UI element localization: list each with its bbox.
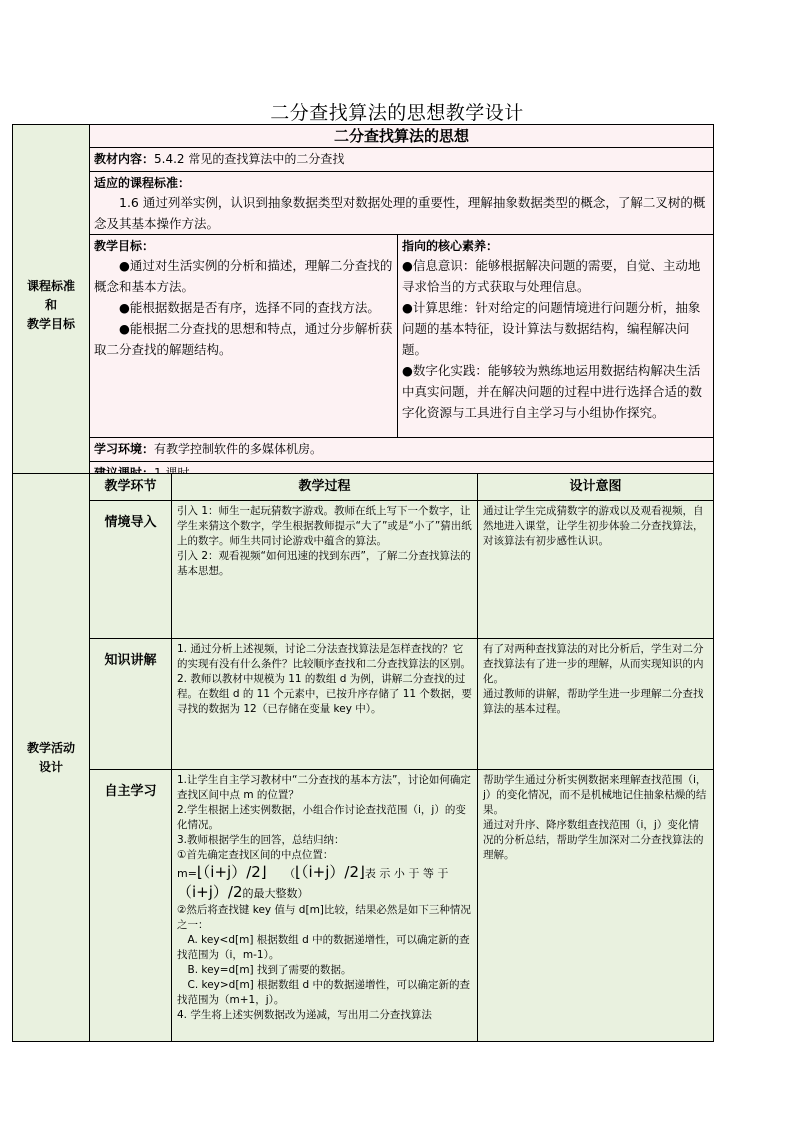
core-cell [398,235,714,438]
header-process: 教学过程 [172,474,478,501]
formula-paren: （ [284,867,296,880]
intent-paragraph: 通过教师的讲解，帮助学生进一步理解二分查找算法的基本过程。 [483,688,704,715]
process-paragraph: 4. 学生将上述实例数据改为递减，写出用二分查找算法 [177,1009,432,1021]
formula-means: 表 示 小 于 等 于 [364,867,449,880]
standard-row [90,172,714,235]
goals-cell [90,235,398,438]
material-row [90,148,714,172]
environment-label: 学习环境： [94,442,155,456]
stage-intent [478,770,714,1042]
header-stage: 教学环节 [90,474,172,501]
process-paragraph: ①首先确定查找区间的中点位置： [177,849,334,861]
document-title: 二分查找算法的思想教学设计 [270,102,524,124]
stage-name: 情境导入 [90,501,172,639]
process-paragraph: A. key<d[m] 根据数组 d 中的数据递增性，可以确定新的查找范围为（i，m-1）。 [177,934,470,961]
formula-floor2: ⌊（i+j）/2⌋ [295,863,365,881]
process-paragraph: ②然后将查找键 key 值与 d[m]比较，结果必然是如下三种情况之一： [177,904,471,931]
section1-label: 课程标准 和 教学目标 [13,125,90,486]
process-paragraph: 1.让学生自主学习教材中“二分查找的基本方法”，讨论如何确定查找区间中点 m 的位置？ [177,774,471,801]
core-item: ●数字化实践：能够较为熟练地运用数据结构解决生活中真实问题，并在解决问题的过程中进行选择合适的数字化资源与工具进行自主学习与小组协作探究。 [402,363,703,420]
material-value: 5.4.2 常见的查找算法中的二分查找 [154,152,345,166]
goal-item: ●通过对生活实例的分析和描述，理解二分查找的概念和基本方法。 [94,258,393,294]
stage-intent [478,501,714,639]
standard-label: 适应的课程标准： [94,176,191,190]
stage-name: 知识讲解 [90,639,172,770]
goal-item: ●能根据数据是否有序，选择不同的查找方法。 [119,300,380,315]
intent-paragraph: 通过对升序、降序数组查找范围（i，j）变化情况的分析总结，帮助学生加深对二分查找算法的理解。 [483,819,704,861]
intent-paragraph: 通过让学生完成猜数字的游戏以及观看视频，自然地进入课堂，让学生初步体验二分查找算法，对该算法有初步感性认识。 [483,505,704,547]
core-label: 指向的核心素养： [402,239,499,253]
process-paragraph: 2.学生根据上述实例数据，小组合作讨论查找范围（i，j）的变化情况。 [177,804,466,831]
stage-process [172,639,478,770]
standard-text: 1.6 通过列举实例，认识到抽象数据类型对数据处理的重要性，理解抽象数据类型的概念，了解二叉树的概念及其基本操作方法。 [94,195,706,231]
environment-row [90,438,714,462]
core-item: ●计算思维：针对给定的问题情境进行问题分析，抽象问题的基本特征，设计算法与数据结构，编程解决问题。 [402,300,701,357]
process-paragraph: 2. 教师以教材中规模为 11 的数组 d 为例，讲解二分查找的过程。在数组 d 的 11 个元素中，已按升序存储了 11 个数据，要寻找的数据为 12（已存储在变量 key 中）。 [177,673,472,715]
goal-item: ●能根据二分查找的思想和特点，通过分步解析获取二分查找的解题结构。 [94,321,393,357]
intent-paragraph: 有了对两种查找算法的对比分析后，学生对二分查找算法有了进一步的理解，从而实现知识的内化。 [483,643,704,685]
midpoint-formula [177,863,472,903]
process-paragraph: 引入 1：师生一起玩猜数字游戏。教师在纸上写下一个数字，让学生来猜这个数字，学生根据教师提示“大了”或是“小了”猜出纸上的数字。师生共同讨论游戏中蕴含的算法。 [177,505,472,547]
stage-intent [478,639,714,770]
formula-tail-text: 的最大整数） [242,887,309,900]
environment-value: 有教学控制软件的多媒体机房。 [154,442,323,456]
lesson-subtitle: 二分查找算法的思想 [90,125,714,148]
stage-name: 自主学习 [90,770,172,1042]
goals-label: 教学目标： [94,239,155,253]
process-paragraph: C. key>d[m] 根据数组 d 中的数据递增性，可以确定新的查找范围为（m+1，j）。 [177,979,470,1006]
section2-label: 教学活动 设计 [13,474,90,1042]
process-paragraph: 引入 2：观看视频“如何迅速的找到东西”，了解二分查找算法的基本思想。 [177,550,471,577]
formula-floor: ⌊（i+j）/2⌋ [196,863,267,881]
material-label: 教材内容： [94,152,155,166]
intent-paragraph: 帮助学生通过分析实例数据来理解查找范围（i，j）的变化情况，而不是机械地记住抽象枯燥的结果。 [483,774,707,816]
process-paragraph: 3.教师根据学生的回答，总结归纳： [177,834,345,846]
process-paragraph: B. key=d[m] 找到了需要的数据。 [187,964,352,976]
stage-process [172,501,478,639]
formula-tail-expr: （i+j）/2 [177,883,243,901]
core-item: ●信息意识：能够根据解决问题的需要，自觉、主动地寻求恰当的方式获取与处理信息。 [402,258,701,294]
header-intent: 设计意图 [478,474,714,501]
teaching-activity-table [12,473,714,1042]
process-paragraph: 1. 通过分析上述视频，讨论二分法查找算法是怎样查找的？它的实现有没有什么条件？比较顺序查找和二分查找算法的区别。 [177,643,471,670]
formula-m: m= [177,867,197,880]
stage-process [172,770,478,1042]
course-standard-table [12,124,714,486]
